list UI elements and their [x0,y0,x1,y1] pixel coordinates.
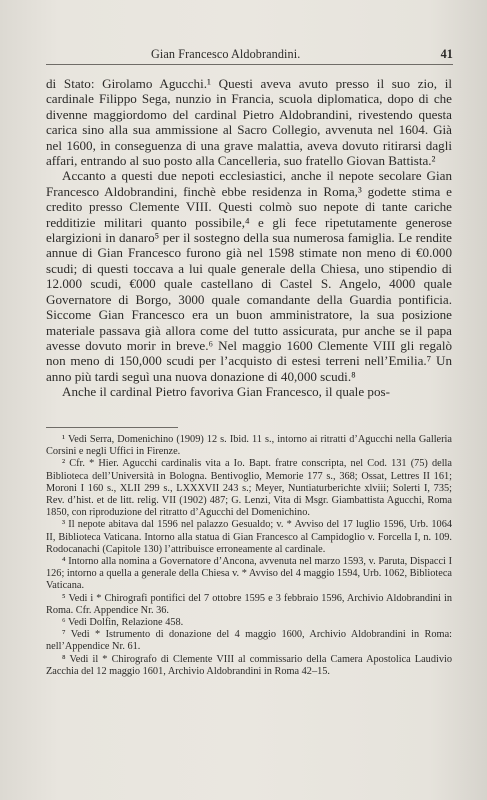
paragraph: Anche il cardinal Pietro favoriva Gian Francesco, il quale pos- [62,384,390,400]
footnote: ⁵ Vedi i * Chirografi pontifici del 7 ottobre 1595 e 3 febbraio 1596, Archivio Aldobrandini in Roma. Cfr. Appendice Nr. 36. [46,592,452,616]
page-number: 41 [440,47,453,61]
footnote: ² Cfr. * Hier. Agucchi cardinalis vita a Io. Bapt. fratre conscripta, nel Cod. 131 (75) della Biblioteca dell’Università in Bologna. Bentivoglio, Memorie 177 s., 368; Ossat, Lettres II 161; Moroni I 160 s., XLII 299 s., LXXXVII 243 s.; Meyer, Nuntiaturberichte xlviii; Solerti I, 735; Rev. d’hist. et de litt. relig. VII (1902) 487; G. Lenzi, Vita di Msgr. Giambattista Agucchi, Roma 1850, con riproduzione del ritratto d’Agucchi del Domenichino. [46,458,452,519]
footnote: ⁸ Vedi il * Chirografo di Clemente VIII al commissario della Camera Apostolica Laudivio Zacchia del 12 maggio 1601, Archivio Aldobrandini in Roma 42–15. [46,653,452,677]
footnote: ⁶ Vedi Dolfin, Relazione 458. [62,617,184,629]
footnote: ⁷ Vedi * Istrumento di donazione del 4 maggio 1600, Archivio Aldobrandini in Roma: nell’Appendice Nr. 61. [46,629,452,653]
footnote: ¹ Vedi Serra, Domenichino (1909) 12 s. Ibid. 11 s., intorno ai ritratti d’Agucchi nella Galleria Corsini e negli Uffici in Firenze. [46,434,452,458]
running-header [46,47,453,63]
footnote: ³ Il nepote abitava dal 1596 nel palazzo Gesualdo; v. * Avviso del 17 luglio 1596, Urb. 1064 II, Biblioteca Vaticana. Intorno alla statua di Gian Francesco al Campidoglio v. Forcella I, n. 109. Rodocanachi (Capitole 130) l’attribuisce erroneamente al cardinale. [46,519,452,555]
footnotes [46,434,452,678]
footnote: ⁴ Intorno alla nomina a Governatore d’Ancona, avvenuta nel marzo 1593, v. Paruta, Dispacci I 126; intorno a quella a generale della Chiesa v. * Avviso del 4 maggio 1594, Urb. 1062, Biblioteca Vaticana. [46,556,452,592]
running-title: Gian Francesco Aldobrandini. [151,47,301,61]
header-rule [46,64,453,65]
paragraph: di Stato: Girolamo Agucchi.¹ Questi aveva avuto presso il suo zio, il cardinale Filippo Sega, nunzio in Francia, scuola diplomatica, dopo di che divenne maggiordomo del cardinal Pietro Aldobrandini, rivestendo questa carica sino alla sua ammissione al Sacro Collegio, avvenuta nel 1604. Già nel 1600, in conseguenza di una grave malattia, aveva dovuto ritirarsi dagli affari, entrando al suo posto alla Cancelleria, suo fratello Giovan Battista.² [46,76,452,169]
paragraph: Accanto a questi due nepoti ecclesiastici, anche il nepote secolare Gian Francesco Aldobrandini, finchè ebbe residenza in Roma,³ godette stima e credito presso Clemente VIII. Questi colmò suo nepote di tante cariche redditizie militari quanto possibile,⁴ e gli fece ripetutamente generose elargizioni in danaro⁵ per il sostegno della sua numerosa famiglia. Le rendite annue di Gian Francesco furono già nel 1598 stimate non meno di €0.000 scudi; di questi toccava a lui quale generale della Chiesa, uno stipendio di 12.000 scudi, €000 quale castellano di Castel S. Angelo, 4000 quale Governatore di Borgo, 3000 quale comandante della Guardia pontificia. Siccome Gian Francesco era un buon amministratore, la sua posizione materiale passava già allora come del tutto assicurata, pur anche se il papa avesse dovuto morir in breve.⁶ Nel maggio 1600 Clemente VIII gli regalò non meno di 150,000 scudi per l’acquisto di estesi terreni nell’Emilia.⁷ Un anno più tardi seguì una nuova donazione di 40,000 scudi.⁸ [46,168,452,384]
footnote-rule [46,427,178,428]
main-text [46,76,452,400]
